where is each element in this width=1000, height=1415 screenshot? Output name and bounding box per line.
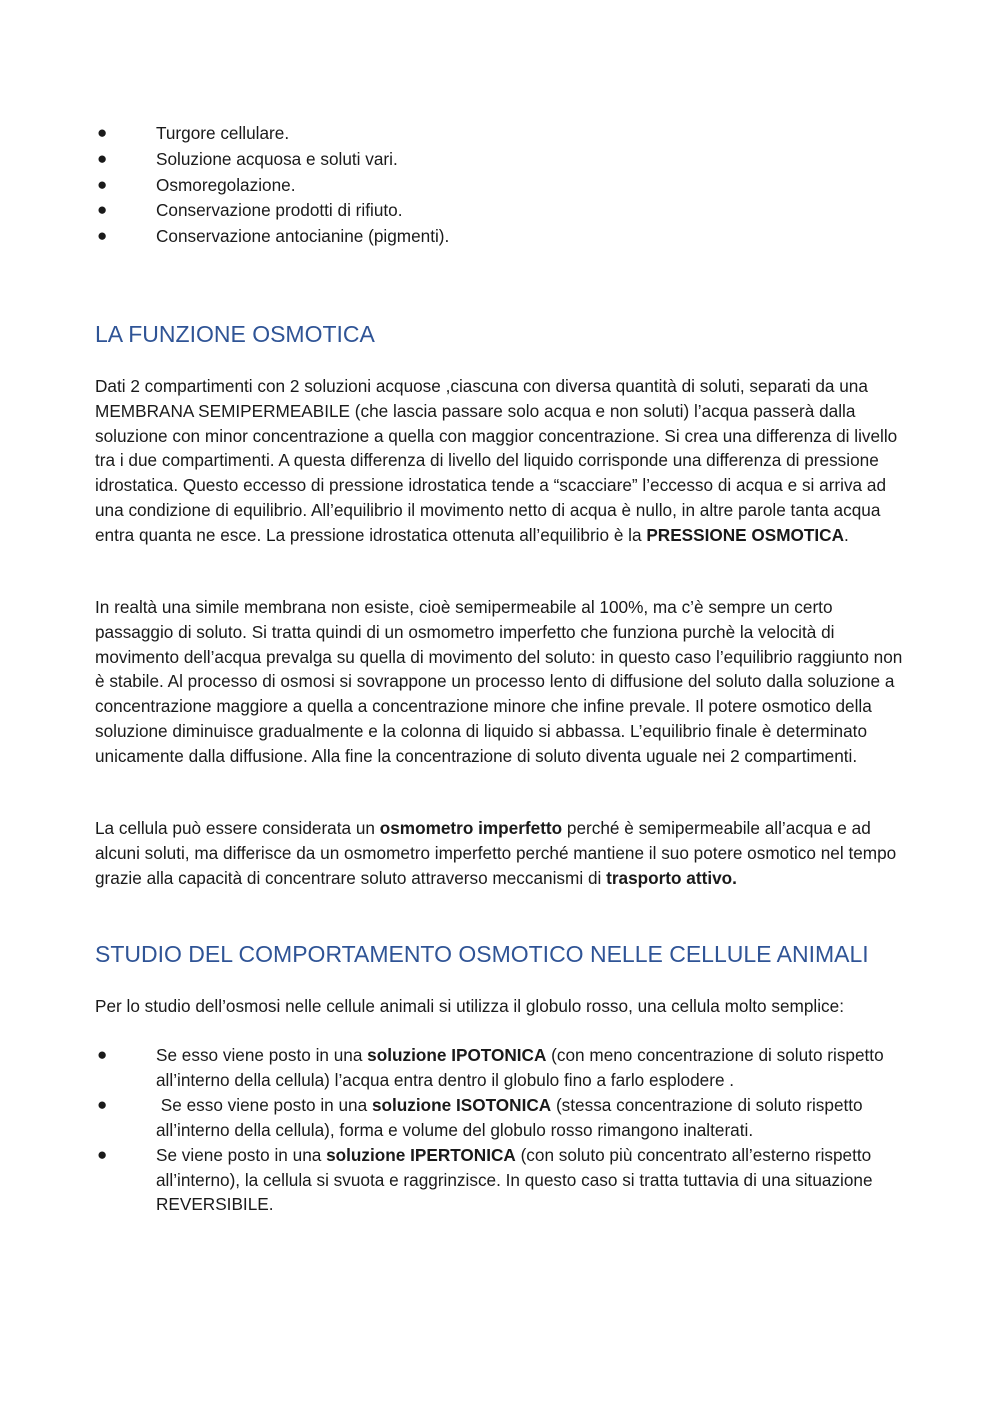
list-item [95, 224, 915, 250]
list-item-text: Se esso viene posto in una [156, 1045, 368, 1065]
list-item [95, 147, 915, 173]
paragraph-text: perché è semipermeabile all’acqua e ad alcuni soluti, ma differisce da un osmometro imperfetto perché mantiene il suo potere osmotico nel tempo grazie alla capacità di concentrare soluto attraverso meccanismi di [95, 818, 897, 888]
bold-term: soluzione IPERTONICA [326, 1144, 516, 1165]
paragraph-osmosis-definition [95, 374, 910, 548]
list-item-text: (con soluto più concentrato all’esterno rispetto all’interno), la cellula si svuota e raggrinzisce. In questo caso si tratta tuttavia di una situazione REVERSIBILE. [156, 1144, 873, 1215]
bullet-icon: ● [97, 1094, 108, 1114]
list-item [95, 198, 915, 224]
section-heading-animal-cells: STUDIO DEL COMPORTAMENTO OSMOTICO NELLE CELLULE ANIMALI [95, 941, 869, 967]
bold-term: osmometro imperfetto [379, 818, 563, 838]
bold-term: trasporto attivo. [606, 867, 737, 888]
list-item [95, 1043, 915, 1093]
paragraph-red-blood-cell-intro: Per lo studio dell’osmosi nelle cellule animali si utilizza il globulo rosso, una cellula molto semplice: [95, 996, 844, 1016]
list-item [95, 173, 915, 199]
bullet-icon: ● [97, 148, 108, 168]
bold-term: soluzione IPOTONICA [367, 1045, 547, 1065]
bullet-icon: ● [97, 200, 108, 220]
bold-term: soluzione ISOTONICA [371, 1094, 552, 1115]
list-item [95, 121, 915, 147]
paragraph-imperfect-osmometer: In realtà una simile membrana non esiste, cioè semipermeabile al 100%, ma c’è sempre un certo passaggio di soluto. Si tratta quindi di un osmometro imperfetto che funziona purchè la velocità di movimento dell’acqua prevalga su quella di movimento del soluto: in questo caso l’equilibrio raggiunto non è stabile. Al processo di osmosi si sovrappone un processo lento di diffusione del soluto dalla soluzione a concentrazione maggiore a quella a concentrazione minore che infine prevale. Il potere osmotico della soluzione diminuisce gradualmente e la colonna di liquido si abbassa. L’equilibrio finale è determinato unicamente dalla diffusione. Alla fine la concentrazione di soluto diventa uguale nei 2 compartimenti. [95, 597, 903, 766]
list-item-text: Se esso viene posto in una [156, 1094, 372, 1115]
bold-term: PRESSIONE OSMOTICA [646, 524, 844, 545]
list-item-text: Osmoregolazione. [156, 174, 296, 195]
list-item [95, 1143, 915, 1217]
bullet-icon: ● [97, 174, 108, 194]
list-item-text: (con meno concentrazione di soluto rispetto all’interno della cellula) l’acqua entra dentro il globulo fino a farlo esplodere . [156, 1045, 884, 1090]
list-item-text: Conservazione antocianine (pigmenti). [156, 226, 450, 247]
bullet-icon: ● [97, 123, 108, 142]
bullet-icon: ● [97, 1144, 108, 1164]
paragraph-text: La cellula può essere considerata un [95, 818, 380, 838]
list-item-text: (stessa concentrazione di soluto rispetto all’interno della cellula), forma e volume del globulo rosso rimangono inalterati. [156, 1094, 863, 1140]
list-item [95, 1093, 915, 1143]
bullet-list-solutions [95, 1043, 915, 1217]
paragraph-text: Dati 2 compartimenti con 2 soluzioni acquose ,ciascuna con diversa quantità di soluti, separati da una MEMBRANA SEMIPERMEABILE (che lascia passare solo acqua e non soluti) l’acqua passerà dalla soluzione con minor concentrazione a quella con maggior concentrazione. Si crea una differenza di livello tra i due compartimenti. A questa differenza di livello del liquido corrisponde una differenza di pressione idrostatica. Questo eccesso di pressione idrostatica tende a “scacciare” l’eccesso di acqua e si arriva ad una condizione di equilibrio. All’equilibrio il movimento netto di acqua è nullo, in altre parole tanta acqua entra quanta ne esce. La pressione idrostatica ottenuta all’equilibrio è la [95, 376, 898, 545]
section-heading-funzione-osmotica: LA FUNZIONE OSMOTICA [95, 321, 375, 347]
list-item-text: Se viene posto in una [156, 1144, 327, 1165]
paragraph-cell-osmometer [95, 816, 910, 890]
list-item-text: Soluzione acquosa e soluti vari. [156, 148, 398, 169]
paragraph-text: . [844, 524, 849, 545]
bullet-icon: ● [97, 226, 108, 246]
bullet-list-vacuole-functions [95, 121, 915, 250]
list-item-text: Turgore cellulare. [156, 123, 290, 143]
bullet-icon: ● [97, 1045, 108, 1064]
list-item-text: Conservazione prodotti di rifiuto. [156, 200, 403, 221]
